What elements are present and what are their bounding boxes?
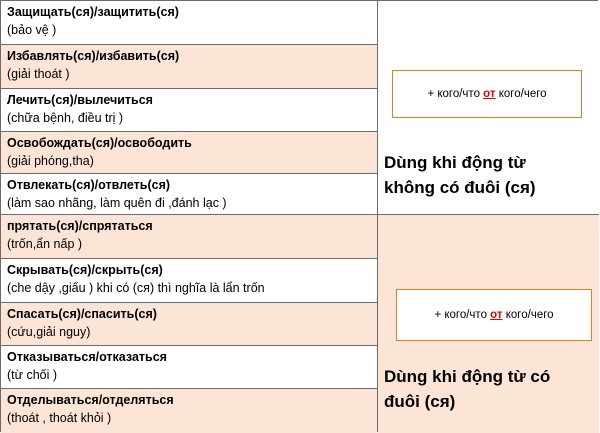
usage-note-line: Dùng khi động từ có (384, 367, 551, 386)
gloss-text: (thoát , thoát khỏi ) (7, 411, 112, 425)
gloss-text: (giải phóng,tha) (7, 154, 94, 168)
formula-prefix: + кого/что (434, 309, 491, 321)
formula-box (396, 289, 592, 341)
formula-keyword: от (483, 88, 496, 100)
formula-keyword: от (490, 309, 503, 321)
list-item (1, 215, 377, 259)
list-item (1, 132, 377, 174)
formula-box (392, 70, 582, 118)
verb-text: Избавлять(ся)/избавить(ся) (7, 49, 180, 63)
list-item (1, 89, 377, 132)
list-item (1, 389, 377, 433)
formula-suffix: кого/чего (502, 309, 554, 321)
verb-text: Освобождать(ся)/освободить (7, 136, 192, 150)
usage-note-line: Dùng khi động từ (384, 153, 526, 172)
verb-text: прятать(ся)/спрятаться (7, 219, 153, 233)
usage-note (384, 364, 550, 414)
list-item (1, 259, 377, 303)
usage-section-without-sya (378, 1, 599, 215)
gloss-text: (cứu,giải nguy) (7, 325, 91, 339)
formula-suffix: кого/чего (495, 88, 547, 100)
verb-text: Лечить(ся)/вылечиться (7, 93, 153, 107)
verb-text: Защищать(ся)/защитить(ся) (7, 5, 179, 19)
gloss-text: (chữa bệnh, điều trị ) (7, 111, 124, 125)
usage-note-line: không có đuôi (ся) (384, 178, 536, 197)
verb-text: Скрывать(ся)/скрыть(ся) (7, 263, 163, 277)
list-item (1, 45, 377, 89)
list-item (1, 346, 377, 389)
gloss-text: (bảo vệ ) (7, 23, 57, 37)
list-item (1, 174, 377, 215)
gloss-text: (che dậy ,giấu ) khi có (ся) thì nghĩa là lẩn trốn (7, 281, 265, 295)
list-item (1, 303, 377, 346)
gloss-text: (từ chối ) (7, 368, 58, 382)
gloss-text: (làm sao nhãng, làm quên đi ,đánh lạc ) (7, 196, 227, 210)
verb-text: Отказываться/отказаться (7, 350, 167, 364)
usage-note-line: đuôi (ся) (384, 392, 456, 411)
usage-section-with-sya (378, 215, 599, 433)
verb-text: Отвлекать(ся)/отвлеть(ся) (7, 178, 171, 192)
gloss-text: (giải thoát ) (7, 67, 70, 81)
verb-text: Спасать(ся)/спасить(ся) (7, 307, 157, 321)
gloss-text: (trốn,ẩn nấp ) (7, 237, 83, 251)
formula-prefix: + кого/что (427, 88, 484, 100)
verb-text: Отделываться/отделяться (7, 393, 174, 407)
list-item (1, 1, 377, 45)
verb-list (1, 1, 378, 431)
usage-note (384, 150, 536, 200)
